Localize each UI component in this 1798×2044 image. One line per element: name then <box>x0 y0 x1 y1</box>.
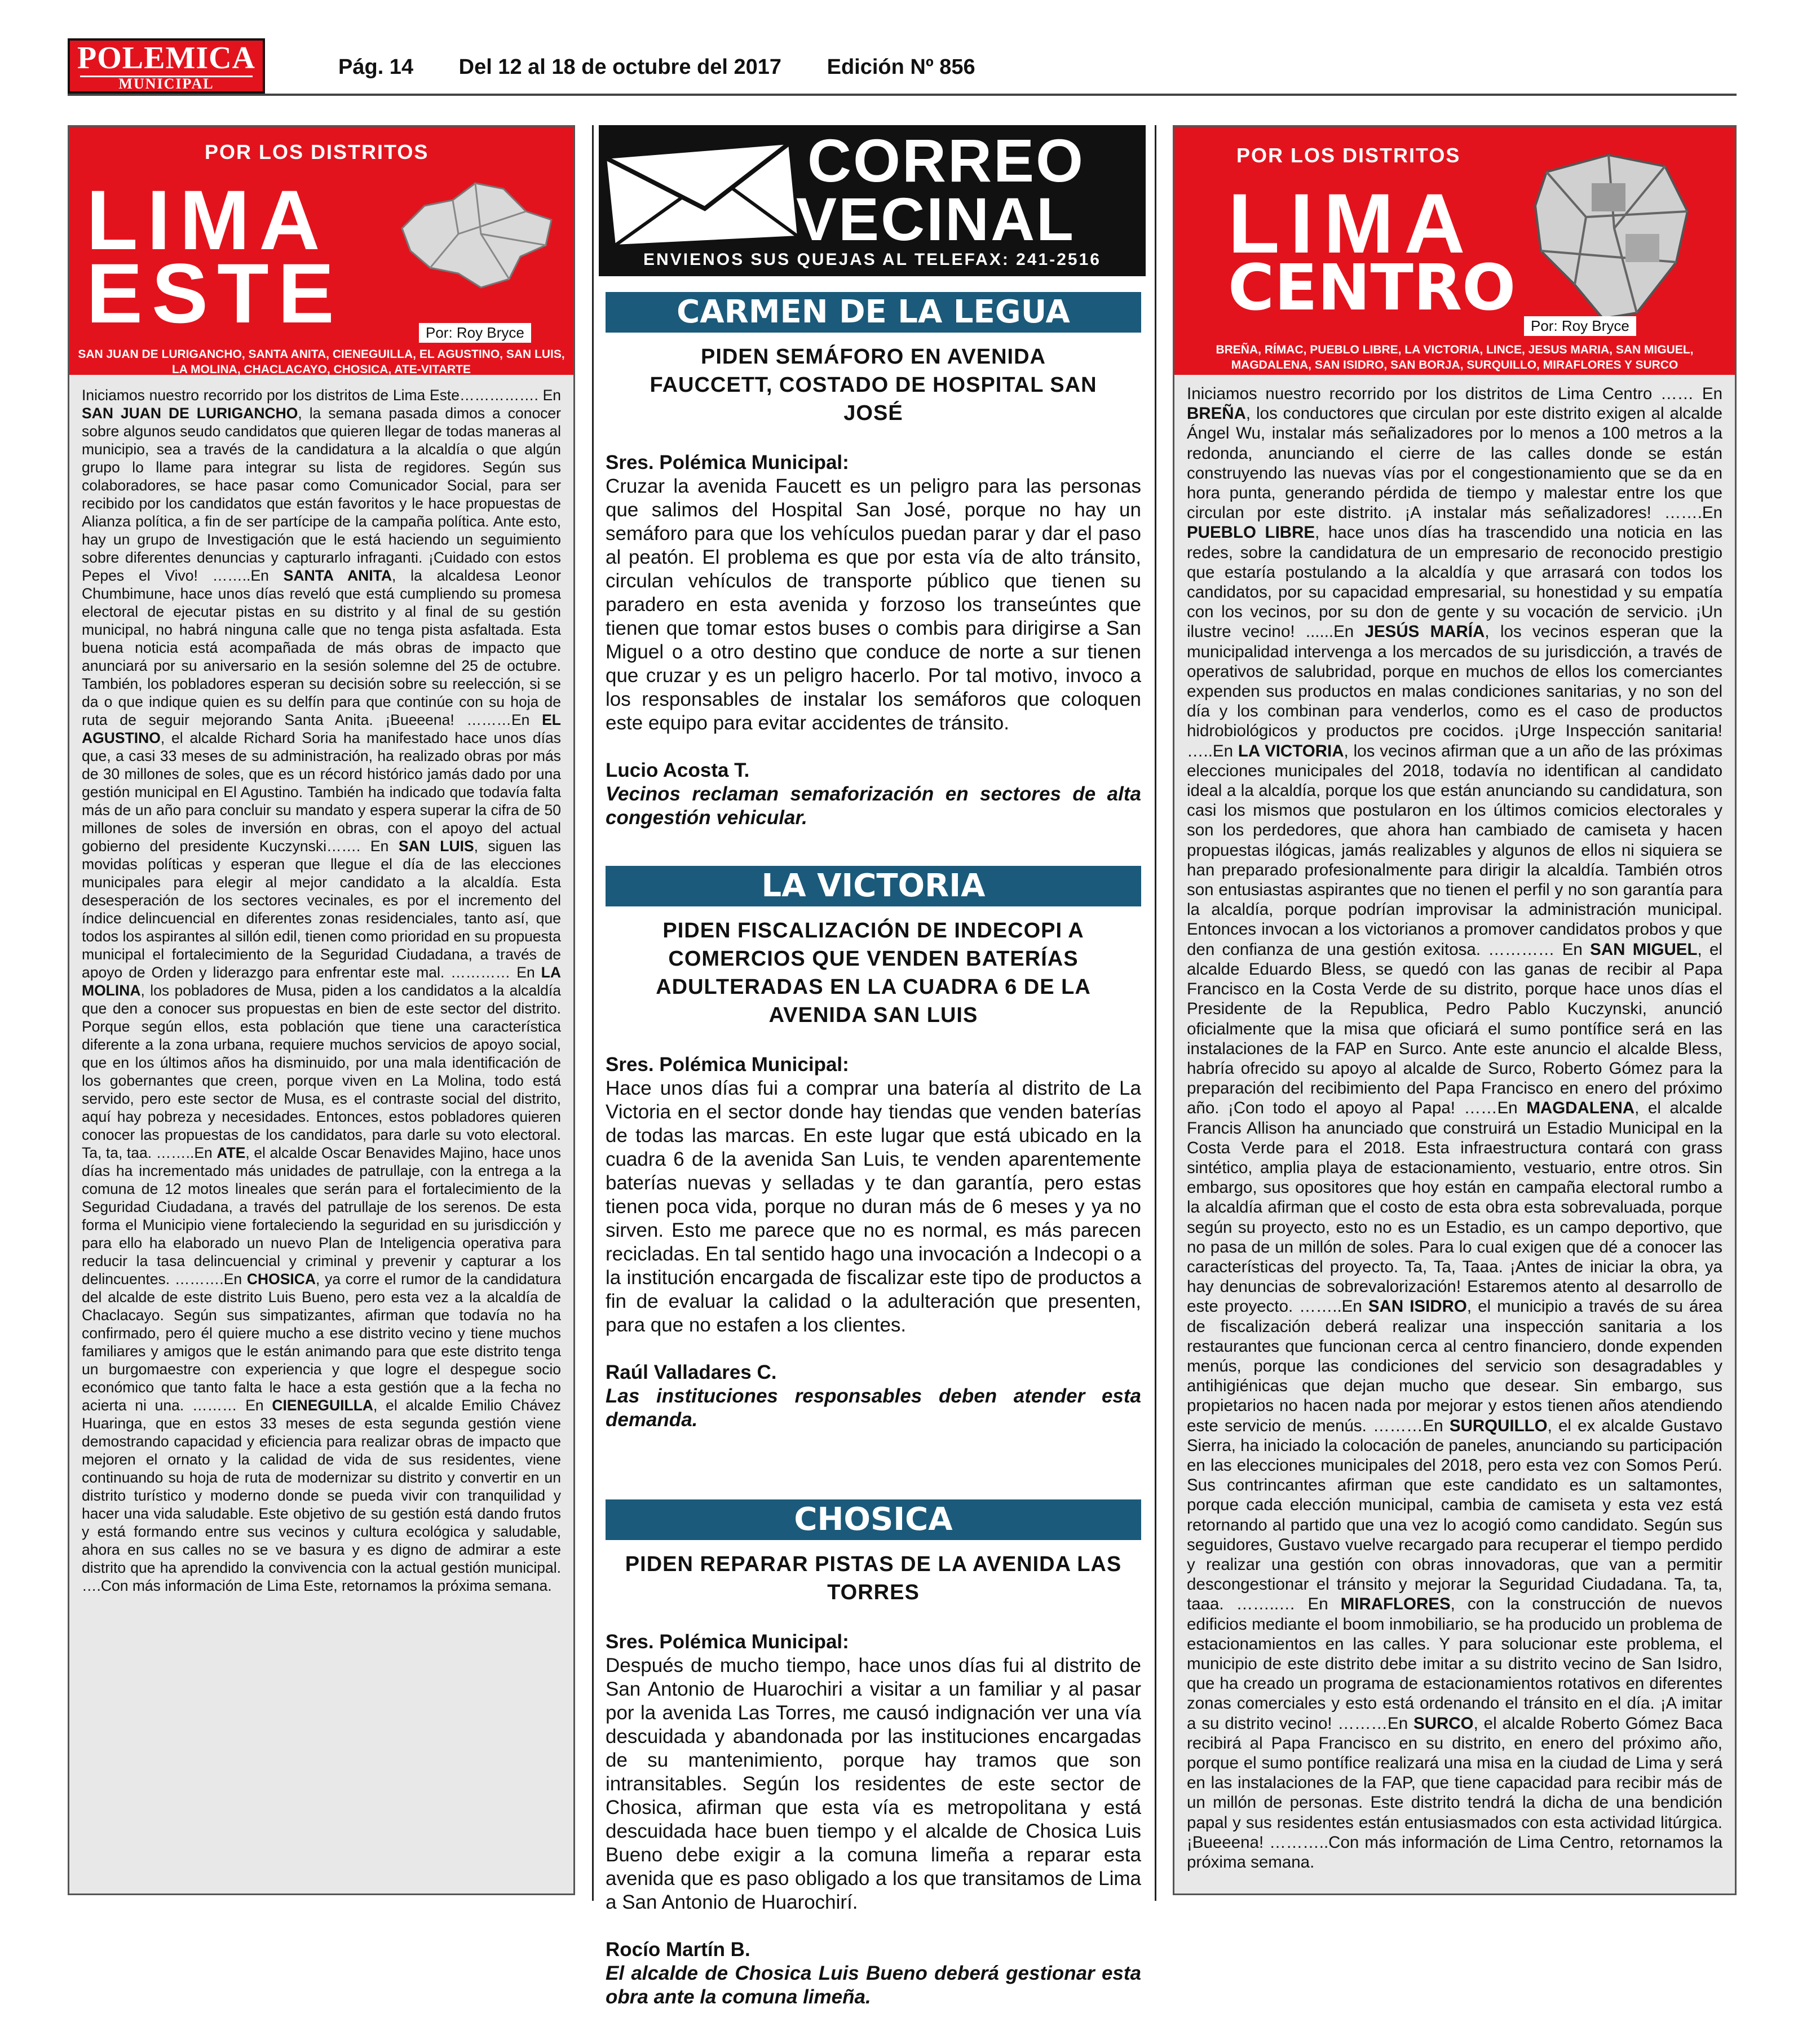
lima-centro-map-icon <box>1524 149 1693 324</box>
column-divider-right <box>1155 125 1156 1901</box>
letter-la-victoria <box>606 866 1141 1432</box>
district-name: SAN ISIDRO <box>1368 1297 1467 1316</box>
text-run: , el alcalde Emilio Chávez Huaringa, que en estos 33 meses de esta segunda gestión viene demostrando capacidad y eficiencia para realizar obras de impacto que mejoren el ornato y la calidad de vida de sus residentes, viene continuando su hoja de ruta de modernizar su distrito y convertir en un distrito turístico y moderno donde se pueda vivir con tranquilidad y hacer una vida saludable. Este objetivo de su gestión está dando frutos y está formando entre sus vecinos y cultura ecológica y saludable, ahora en sus calles no se ve basura y es digno de admirar a este distrito que ha aprendido la convivencia con la actual gestión municipal. ….Con más información de Lima Este, retornamos la próxima semana. <box>82 1397 561 1594</box>
letter-body: Cruzar la avenida Faucett es un peligro para las personas que salimos del Hospital San José, porque no hay un semáforo para que los vehículos puedan parar y dar el paso al peatón. El problema es que por esta vía de alto tránsito, circulan vehículos de transporte público que tienen su paradero en esta avenida y forzoso los transeúntes que tienen que tomar estos buses o combis para dirigirse a San Miguel o a otro destino que conduce de norte a sur tienen que cruzar y es un peligro hacerlo. Por tal motivo, invoco a los responsables de instalar los semáforos que coloquen este equipo para evitar accidentes de tránsito. <box>606 475 1141 734</box>
district-name: MAGDALENA <box>1526 1099 1635 1118</box>
letter-signature: Lucio Acosta T. <box>606 759 750 781</box>
header-info <box>338 55 1015 79</box>
district-name: BREÑA <box>1187 404 1246 423</box>
district-name: JESÚS MARÍA <box>1364 622 1485 641</box>
district-name: ATE <box>217 1144 246 1161</box>
letter-headline: PIDEN REPARAR PISTAS DE LA AVENIDA LAS TORRES <box>625 1552 1122 1604</box>
letter-salutation: Sres. Polémica Municipal: <box>606 1054 849 1076</box>
logo-top: POLEMICA <box>77 41 255 76</box>
lima-centro-banner <box>1174 127 1735 375</box>
envelope-icon <box>603 141 801 248</box>
letter-salutation: Sres. Polémica Municipal: <box>606 452 849 474</box>
lima-centro-byline: Por: Roy Bryce <box>1524 316 1636 336</box>
page-header <box>68 38 1737 94</box>
letter-headline: PIDEN FISCALIZACIÓN DE INDECOPI A COMERCIOS QUE VENDEN BATERÍAS ADULTERADAS EN LA CUADRA 6 DE LA AVENIDA SAN LUIS <box>656 919 1091 1027</box>
logo-bottom: MUNICIPAL <box>80 76 253 91</box>
section-bar: CARMEN DE LA LEGUA <box>606 292 1141 333</box>
edition-number: Edición Nº 856 <box>827 55 975 79</box>
text-run: , el alcalde Oscar Benavides Majino, hace unos días ha incrementado más unidades de patrullaje, con la entrega a la comuna de 12 motos lineales que serán para el fortalecimiento de la Seguridad Ciudadana, a través del patrullaje de los serenos. De esta forma el Municipio viene fortaleciendo la seguridad en su jurisdicción y para ello ha elaborado un nuevo Plan de Inteligencia operativa para reducir la tasa delincuencial y criminal y prevenir y capturar a los delincuentes. ……….En <box>82 1144 561 1288</box>
lima-este-districts: SAN JUAN DE LURIGANCHO, SANTA ANITA, CIENEGUILLA, EL AGUSTINO, SAN LUIS, LA MOLINA, CHACLACAYO, CHOSICA, ATE-VITARTE <box>78 348 565 376</box>
district-name: SURCO <box>1413 1714 1474 1733</box>
letter-carmen-de-la-legua <box>606 292 1141 830</box>
correo-vecinal-banner <box>599 125 1146 276</box>
text-run: , ya corre el rumor de la candidatura del alcalde de este distrito Luis Bueno, pero esta vez a la alcaldía de Chaclacayo. Según sus simpatizantes, afirman que todavía no ha confirmado, pero él quiere mucho a ese distrito vecino y tiene muchos familiares y amigos que le están animando para que este distrito tenga un burgomaestre con experiencia y que logre el despegue socio económico que tanto falta le hace a esta gestión que a la fecha no acierta ni una. ……… En <box>82 1271 561 1414</box>
lima-este-map-icon <box>391 166 560 296</box>
text-run: , el alcalde Eduardo Bless, se quedó con las ganas de recibir al Papa Francisco en la Costa Verde de su distrito, porque hace unos días el Presidente de la Republica, Pedro Pablo Kuczynski, anunció oficialmente que la misa que oficiará el sumo pontífice será en las instalaciones de la FAP en Surco. Ante este anuncio el alcalde Bless, habría ofrecido su apoyo al alcalde de Surco, Roberto Gómez para la preparación del recibimiento del Papa Francisco en enero del próximo año. ¡Con todo el apoyo al Papa! ……En <box>1187 940 1722 1118</box>
lima-este-article <box>82 386 561 1595</box>
letter-body: Hace unos días fui a comprar una batería al distrito de La Victoria en el sector donde hay tiendas que venden baterías de todas las marcas. En este lugar que está ubicado en la cuadra 6 de la avenida San Luis, te venden aparentemente baterías nuevas y selladas y te dan garantía, pero estas tienen poca vida, porque no duran más de 6 meses y ya no sirven. Esto me parece que no es normal, es más parecen recicladas. En tal sentido hago una invocación a Indecopi o a la institución encargada de fiscalizar este tipo de productos a fin de evaluar la calidad o la adulteración que presenten, para que no estafen a los clientes. <box>606 1077 1141 1336</box>
publication-logo <box>68 38 265 94</box>
letter-chosica <box>606 1499 1141 2009</box>
page-number: Pág. 14 <box>338 55 414 79</box>
letter-signature: Raúl Valladares C. <box>606 1361 777 1383</box>
correo-title-1: CORREO <box>807 126 1085 194</box>
letter-signature: Rocío Martín B. <box>606 1939 750 1961</box>
column-lima-centro <box>1173 125 1737 1895</box>
lima-este-banner <box>69 127 573 375</box>
column-correo-vecinal <box>599 125 1146 2008</box>
text-run: , los pobladores de Musa, piden a los candidatos a la alcaldía que den a conocer sus propuestas en bien de este sector del distrito. Porque según ellos, esta población que tiene una característica diferente a la zona urbana, requiere muchos servicios de apoyo social, que en los últimos años ha disminuido, por una mala identificación de los gobernantes que creen, porque viven en La Molina, todo está servido, pero este sector de Musa, es el contraste social del distrito, aquí hay pobreza y necesidades. Entonces, estos pobladores quieren conocer las propuestas de los candidatos, para darle su voto electoral. Ta, ta, taa. ……..En <box>82 982 561 1161</box>
section-bar: LA VICTORIA <box>606 866 1141 906</box>
text-run: , con la construcción de nuevos edificios mediante el boom inmobiliario, se ha producido un problema de estacionamientos en las calles. Y para solucionar este problema, el municipio de este distrito debe imitar a su distrito vecino de San Isidro, que ha creado un programa de estacionamientos rotativos en diferentes zonas comerciales y esto está ordenando el tránsito en el día. ¡A imitar a su distrito vecino! ………En <box>1187 1595 1722 1733</box>
district-name: EL AGUSTINO <box>82 711 561 746</box>
text-run: , el ex alcalde Gustavo Sierra, ha iniciado la colocación de paneles, anunciando su participación en las elecciones municipales del 2018, pero esta vez con Somos Perú. Sus contrincantes afirman que este candidato es un saltamontes, porque cada elección municipal, cambia de camiseta y esta vez está retornando al partido que una vez lo acogió como candidato. Según sus seguidores, Gustavo vuelve recargado para recuperar el tiempo perdido y realizar una gestión con obras innovadoras, que van a permitir descongestionar el tránsito y mejorar la Seguridad Ciudadana. Ta, ta, taaa. ……..… En <box>1187 1416 1722 1614</box>
lima-este-kicker: POR LOS DISTRITOS <box>205 140 429 163</box>
district-name: MIRAFLORES <box>1340 1595 1451 1614</box>
letter-note: Vecinos reclaman semaforización en sectores de alta congestión vehicular. <box>606 783 1141 829</box>
lima-centro-districts: BREÑA, RÍMAC, PUEBLO LIBRE, LA VICTORIA, LINCE, JESUS MARIA, SAN MIGUEL, MAGDALENA, SAN ISIDRO, SAN BORJA, SURQUILLO, MIRAFLORES Y SURCO <box>1216 343 1694 371</box>
correo-subtitle: ENVIENOS SUS QUEJAS AL TELEFAX: 241-2516 <box>643 250 1101 269</box>
district-name: CIENEGUILLA <box>272 1397 374 1414</box>
text-run: , el alcalde Richard Soria ha manifestado hace unos días que, a casi 33 meses de su administración, ha realizado obras por más de 30 millones de soles, que es un récord histórico jamás dado por una gestión municipal en El Agustino. También ha indicado que todavía falta más de un año para concluir su mandato y espera superar la cifra de 50 millones de soles de inversión en obras, con el apoyo del actual gobierno del presidente Kuczynski……. En <box>82 729 561 855</box>
district-name: SAN MIGUEL <box>1590 940 1698 959</box>
district-name: PUEBLO LIBRE <box>1187 523 1315 542</box>
letter-salutation: Sres. Polémica Municipal: <box>606 1631 849 1653</box>
text-run: , el municipio a través de su área de fiscalización deberá realizar una inspección sanitaria a los restaurantes que funcionan cerca al centro financiero, donde expenden menús, porque las condiciones del servicio son desagradables y antihigiénicas que dejan mucho que desear. Sin embargo, sus propietarios no hacen nada por mejorar y estos tienen años atendiendo este servicio de menús. ………En <box>1187 1297 1722 1435</box>
text-run: , los conductores que circulan por este distrito exigen al alcalde Ángel Wu, instalar más señalizadores por lo menos a 100 metros a la redonda, anunciando el cierre de las calles donde se están construyendo las nuevas vías por el congestionamiento que se da en hora punta, generando pérdida de tiempo y malestar entre los que circulan por este distrito. ¡A instalar más señalizadores! …….En <box>1187 404 1722 523</box>
column-lima-este <box>68 125 575 1895</box>
text-run: , la semana pasada dimos a conocer sobre algunos seudo candidatos que quieren llegar de todas maneras al municipio, sea a través de la candidatura a la alcaldía o que algún grupo lo llame para integrar su lista de regidores. Según sus colaboradores, se hace pasar como Comunicador Social, para ser recibido por los candidatos que están favoritos y le hace propuestas de Alianza política, a fin de ser partícipe de la campaña política. Ante esto, hay un grupo de Investigación que le está haciendo un seguimiento sobre diferentes denuncias y capturarlo infraganti. ¡Cuidado con estos Pepes el Vivo! ……..En <box>82 405 561 584</box>
lima-centro-title-1: LIMA <box>1228 176 1475 271</box>
letter-note: El alcalde de Chosica Luis Bueno deberá gestionar esta obra ante la comuna limeña. <box>606 1962 1141 2008</box>
letter-headline: PIDEN SEMÁFORO EN AVENIDA FAUCCETT, COSTADO DE HOSPITAL SAN JOSÉ <box>650 345 1097 425</box>
lima-este-title-2: ESTE <box>86 246 343 340</box>
lima-centro-kicker: POR LOS DISTRITOS <box>1236 144 1461 167</box>
text-run: , los vecinos esperan que la municipalidad intervenga a los mercados de su jurisdicción, a través de operativos de salubridad, porque en muchos de ellos los comerciantes expenden sus productos en malas condiciones sanitarias, y no son del día y los combinan para venderlos, como es el caso de productos hidrobiológicos y productos pre cocidos. ¡Urge Inspección sanitaria! …..En <box>1187 622 1722 760</box>
text-run: Iniciamos nuestro recorrido por los distritos de Lima Centro …… En <box>1187 384 1722 403</box>
correo-title-2: VECINAL <box>796 185 1076 253</box>
letter-body: Después de mucho tiempo, hace unos días fui al distrito de San Antonio de Huarochiri a visitar a un familiar y al pasar por la avenida Las Torres, me causó indignación ver una vía descuidada y abandonada por las instituciones encargadas de su mantenimiento, porque hay tramos que son intransitables. Según los residentes de este sector de Chosica, afirman que esta vía es metropolitana y está descuidada hace buen tiempo y el alcalde de Chosica Luis Bueno debe exigir a la comuna limeña a reparar esta avenida que es paso obligado a los que transitamos de Lima a San Antonio de Huarochirí. <box>606 1654 1141 1913</box>
column-divider-left <box>592 125 594 1901</box>
lima-este-byline: Por: Roy Bryce <box>419 323 531 343</box>
text-run: , el alcalde Roberto Gómez Baca recibirá al Papa Francisco en su distrito, en enero del próximo año, porque el sumo pontífice realizará una misa en la ciudad de Lima y será en las instalaciones de la FAP, que tiene capacidad para recibir más de un millón de personas. Este distrito tendrá la dicha de una bendición papal y sus residentes están entusiasmados con esta actividad litúrgica. ¡Bueeena! ………..Con más información de Lima Centro, retornamos la próxima semana. <box>1187 1714 1722 1872</box>
text-run: , el alcalde Francis Allison ha anunciado que construirá un Estadio Municipal en la Costa Verde para el 2018. Esta infraestructura contará con grass sintético, amplia playa de estacionamiento, vestuario, entre otros. Sin embargo, sus opositores que hoy están en campaña electoral rumbo a la alcaldía afirman que el costo de esta obra esta sobrevaluada, porque según su proyecto, esto no es un Estadio, es un campo deportivo, que no pasa de un millón de soles. Para lo cual exigen que dé a conocer las características del proyecto. Ta, Ta, Taaa. ¡Antes de iniciar la obra, ya hay denuncias de sobrevalorización! Estaremos atento al desarrollo de este proyecto. ……..En <box>1187 1099 1722 1316</box>
district-name: SANTA ANITA <box>283 567 392 584</box>
section-bar: CHOSICA <box>606 1499 1141 1540</box>
lima-centro-article <box>1187 384 1722 1872</box>
district-name: SURQUILLO <box>1449 1416 1548 1435</box>
text-run: , los vecinos afirman que a un año de las próximas elecciones municipales del 2018, todavía no identifican al candidato ideal a la alcaldía, porque los que están anunciando su candidatura, son casi los mismos que postularon en los últimos comicios electorales y son los perdedores, que ahora han cambiado de camiseta y hacen propuestas ilógicas, jamás realizables y algunos de ellos ni siquiera se han preparado profesionalmente para dirigir la alcaldía. También otros son entusiastas aspirantes que no tienen el perfil y no son garantía para la alcaldía, porque podrían improvisar la administración municipal. Entonces invocan a los victorianos a promover candidatos probos y que den confianza de una gestión exitosa. ………… En <box>1187 741 1722 959</box>
lima-este-title-1: LIMA <box>86 172 329 267</box>
letter-note: Las instituciones responsables deben atender esta demanda. <box>606 1385 1141 1431</box>
text-run: , la alcaldesa Leonor Chumbimune, hace unos días reveló que está cumpliendo su promesa electoral de ejecutar pistas en su distrito y al final de su gestión municipal, no habrá ninguna calle que no tenga pista asfaltada. Esta buena noticia está acompañada de más obras de impacto que anunciará por su aniversario en la sesión solemne del 25 de octubre. También, los pobladores esperan su decisión sobre su reelección, si se da o que indique quien es su delfín para que continúe con su hoja de ruta de seguir mejorando Santa Anita. ¡Bueeena! ………En <box>82 567 562 728</box>
header-divider <box>68 94 1737 96</box>
issue-date: Del 12 al 18 de octubre del 2017 <box>458 55 782 79</box>
district-name: SAN JUAN DE LURIGANCHO <box>82 405 298 422</box>
text-run: Iniciamos nuestro recorrido por los distritos de Lima Este……………. En <box>82 387 561 404</box>
district-name: CHOSICA <box>246 1271 316 1288</box>
district-name: SAN LUIS <box>398 838 474 855</box>
text-run: , siguen las movidas políticas y esperan que llegue el día de las elecciones municipales para elegir al mejor candidato a la alcaldía. Esta desesperación de los sectores vecinales, es por el incremento del índice delincuencial en diferentes zonas residenciales, tanto así, que todos los aspirantes al sillón edil, tienen como prioridad en su propuesta municipal el fortalecimiento de la Seguridad Ciudadana, a través de apoyo de Orden y liderazgo para enfrentar este mal. ………… En <box>82 838 561 981</box>
text-run: , hace unos días ha trascendido una noticia en las redes, sobre la candidatura de un empresario de reconocido prestigio que estaría postulando a la alcaldía y que arrasará con todos los candidatos, por su capacidad empresarial, su honestidad y su empatía con los vecinos, por su don de gente y su vocación de servicio. ¡Un ilustre vecino! ......En <box>1187 523 1722 641</box>
district-name: LA VICTORIA <box>1238 741 1344 760</box>
district-name: LA MOLINA <box>82 964 561 999</box>
lima-centro-title-2: CENTRO <box>1228 251 1516 325</box>
